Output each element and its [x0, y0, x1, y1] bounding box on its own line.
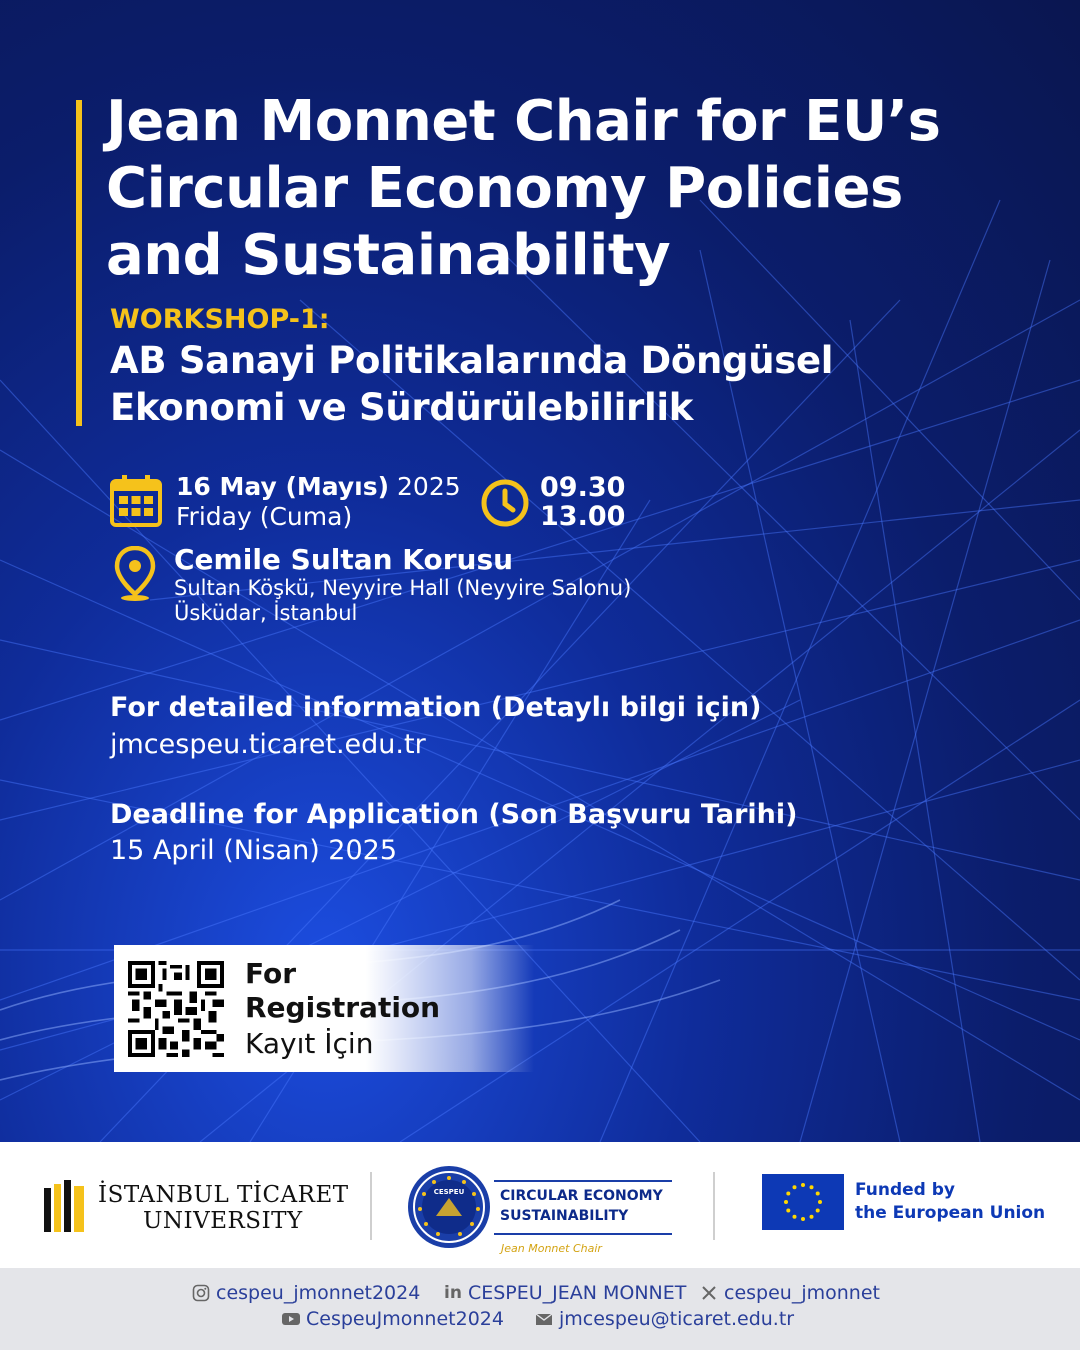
university-name-line-2: UNIVERSITY: [143, 1208, 303, 1234]
youtube-handle: CespeuJmonnet2024: [306, 1308, 504, 1330]
jean-monnet-chair-label: Jean Monnet Chair: [501, 1242, 602, 1255]
info-label: For detailed information (Detaylı bilgi için): [110, 692, 762, 723]
youtube-link[interactable]: [282, 1308, 504, 1330]
cespeu-seal-logo: [406, 1164, 492, 1250]
instagram-icon: [192, 1284, 210, 1302]
istanbul-ticaret-university-logo: [44, 1180, 86, 1232]
linkedin-icon: in: [444, 1283, 462, 1303]
deadline-date: 15 April (Nisan) 2025: [110, 835, 398, 866]
workshop-title-line-2: Ekonomi ve Sürdürülebilirlik: [110, 386, 694, 429]
eu-flag-icon: [762, 1174, 844, 1230]
title-line-3: and Sustainability: [106, 223, 671, 288]
linkedin-handle: CESPEU_JEAN MONNET: [467, 1282, 687, 1304]
circular-economy-label-line-2: SUSTAINABILITY: [500, 1208, 629, 1224]
event-date-year: 2025: [389, 472, 461, 501]
cespeu-badge-text: CESPEU: [433, 1188, 465, 1196]
registration-label-line-1: For: [245, 957, 297, 990]
x-icon: [700, 1284, 718, 1302]
event-time-start: 09.30: [540, 472, 626, 503]
footer-divider: [713, 1172, 715, 1240]
youtube-icon: [282, 1310, 300, 1328]
calendar-icon: [110, 475, 162, 527]
clock-icon: [480, 478, 530, 528]
venue-address-line-2: Üsküdar, İstanbul: [174, 601, 358, 625]
x-handle: cespeu_jmonnet: [724, 1282, 880, 1304]
partner-logos-footer: [0, 1142, 1080, 1268]
instagram-handle: cespeu_jmonnet2024: [216, 1282, 421, 1304]
venue-address-line-1: Sultan Köşkü, Neyyire Hall (Neyyire Salonu): [174, 576, 632, 600]
footer-divider: [370, 1172, 372, 1240]
workshop-label: WORKSHOP-1:: [110, 304, 330, 335]
email-icon: [535, 1310, 553, 1328]
circular-economy-label-line-1: CIRCULAR ECONOMY: [500, 1188, 663, 1204]
registration-label-line-3: Kayıt İçin: [245, 1027, 374, 1060]
event-date-day: 16 May (Mayıs): [176, 472, 390, 501]
instagram-link[interactable]: [192, 1282, 420, 1304]
info-url-link[interactable]: jmcespeu.ticaret.edu.tr: [110, 729, 426, 760]
email-link[interactable]: [535, 1308, 794, 1330]
event-time-end: 13.00: [540, 501, 626, 532]
location-pin-icon: [114, 546, 156, 602]
registration-box[interactable]: [114, 945, 534, 1072]
title-line-2: Circular Economy Policies: [106, 156, 903, 221]
qr-code-icon[interactable]: [128, 961, 224, 1057]
deadline-label: Deadline for Application (Son Başvuru Tarihi): [110, 799, 798, 830]
eu-funding-line-2: the European Union: [855, 1203, 1046, 1223]
linkedin-link[interactable]: [444, 1282, 686, 1304]
registration-label-line-2: Registration: [245, 991, 441, 1024]
x-link[interactable]: [700, 1282, 880, 1304]
title-line-1: Jean Monnet Chair for EU’s: [106, 89, 941, 154]
event-weekday: Friday (Cuma): [176, 502, 353, 531]
event-date: [176, 472, 461, 501]
workshop-title: [110, 337, 970, 431]
workshop-title-line-1: AB Sanayi Politikalarında Döngüsel: [110, 339, 834, 382]
venue-name: Cemile Sultan Korusu: [174, 543, 514, 576]
social-links-bar: [0, 1268, 1080, 1350]
page-title: [106, 88, 1006, 289]
university-name-line-1: İSTANBUL TİCARET: [98, 1182, 349, 1208]
title-accent-bar: [76, 100, 82, 426]
eu-funding-line-1: Funded by: [855, 1180, 956, 1200]
email-address: jmcespeu@ticaret.edu.tr: [559, 1308, 795, 1330]
